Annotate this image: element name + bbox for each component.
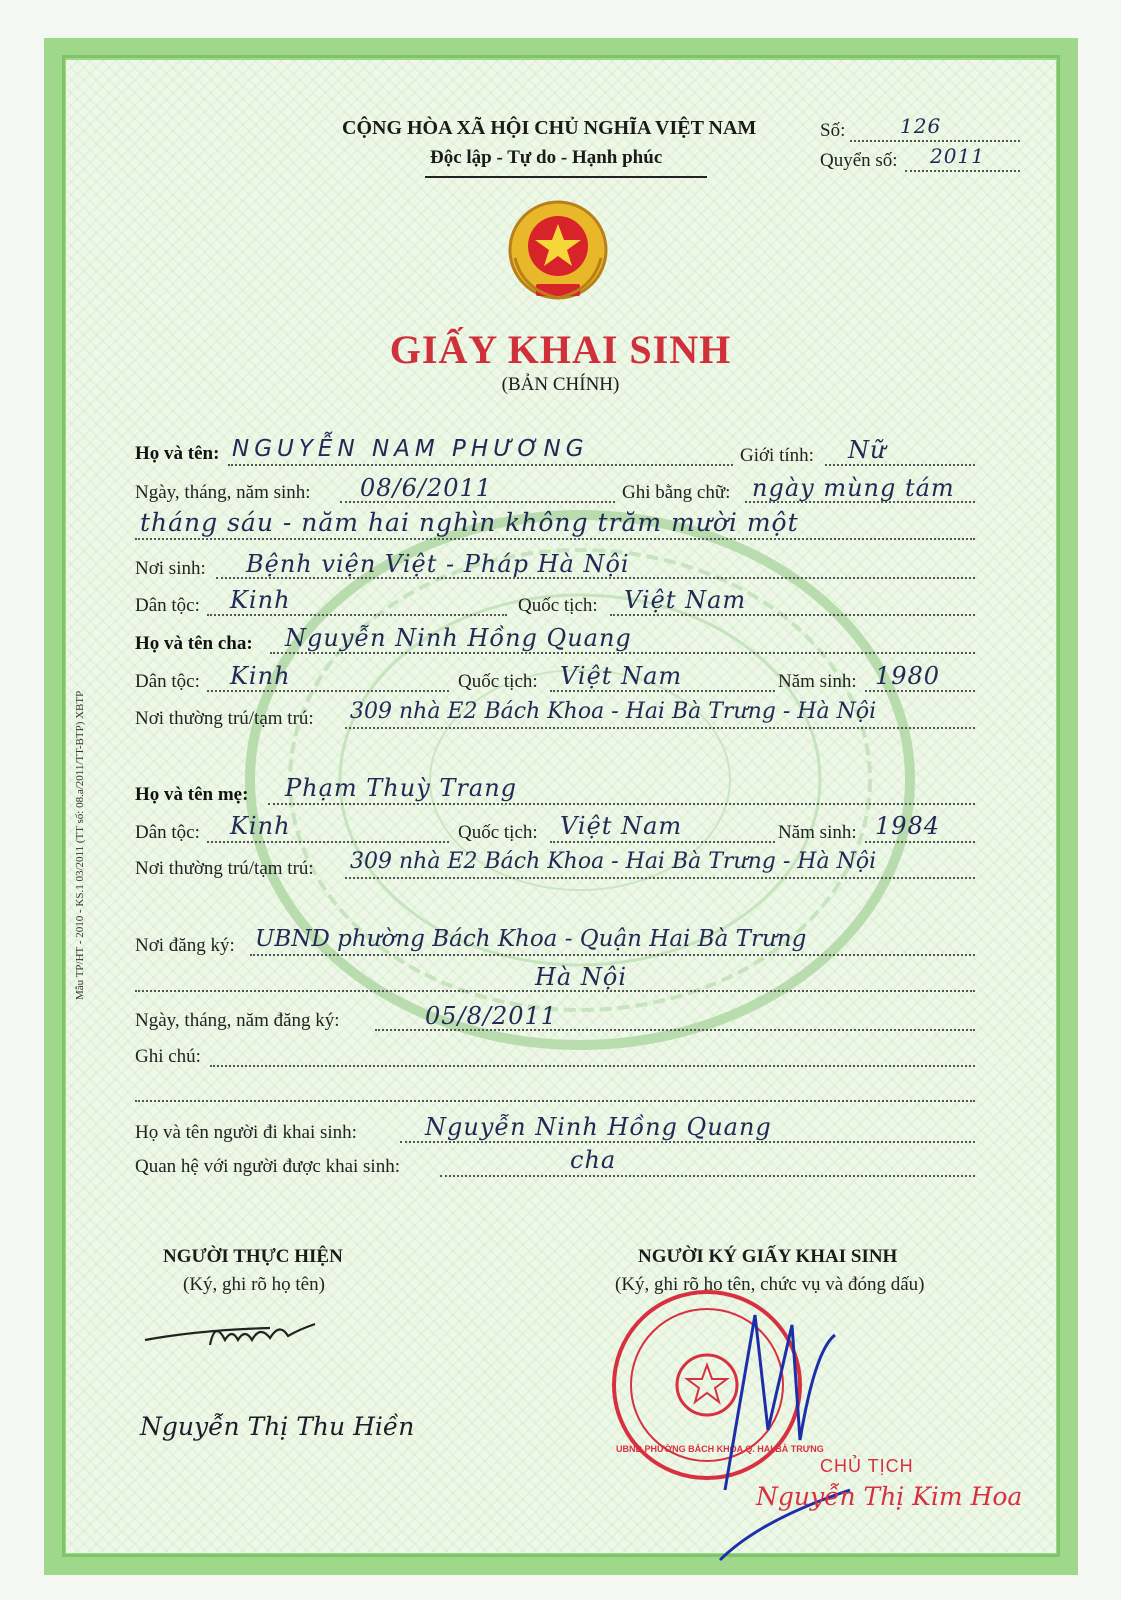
quyen-so-value: 2011 xyxy=(930,144,985,168)
note-label: Ghi chú: xyxy=(135,1046,201,1067)
registration-date-value: 05/8/2011 xyxy=(425,1002,558,1030)
father-residence-line xyxy=(345,727,975,729)
signer-name: Nguyễn Thị Kim Hoa xyxy=(756,1482,1023,1511)
father-ethnicity-line xyxy=(207,690,449,692)
mother-nationality-line xyxy=(550,841,775,843)
form-code-vertical: Mẫu TP/HT - 2010 - KS.1 03/2011 (TT số: 08.a/2011/TT-BTP) XBTP xyxy=(74,690,86,1000)
gender-value: Nữ xyxy=(848,436,887,464)
dob-value: 08/6/2011 xyxy=(360,474,493,502)
note-line xyxy=(210,1065,975,1067)
birthplace-label: Nơi sinh: xyxy=(135,558,206,579)
father-birth-year-line xyxy=(865,690,975,692)
relation-line xyxy=(440,1175,975,1177)
mother-name-value: Phạm Thuỳ Trang xyxy=(285,774,518,802)
performer-title: NGƯỜI THỰC HIỆN xyxy=(163,1246,343,1267)
father-ethnicity-label: Dân tộc: xyxy=(135,671,200,692)
quyen-so-label: Quyển số: xyxy=(820,150,898,171)
father-birth-year-label: Năm sinh: xyxy=(778,671,857,692)
registration-date-label: Ngày, tháng, năm đăng ký: xyxy=(135,1010,340,1031)
performer-name: Nguyễn Thị Thu Hiền xyxy=(140,1412,415,1441)
mother-residence-line xyxy=(345,877,975,879)
quyen-so-line xyxy=(905,170,1020,172)
father-nationality-value: Việt Nam xyxy=(560,662,683,690)
national-emblem-icon xyxy=(503,198,613,306)
mother-ethnicity-line xyxy=(207,841,449,843)
relation-label: Quan hệ với người được khai sinh: xyxy=(135,1156,400,1177)
signer-title: NGƯỜI KÝ GIẤY KHAI SINH xyxy=(638,1246,898,1267)
child-name-label: Họ và tên: xyxy=(135,443,220,464)
stamp-text: UBND PHƯỜNG BÁCH KHOA Q. HAI BÀ TRƯNG xyxy=(616,1444,824,1454)
signer-position: CHỦ TỊCH xyxy=(820,1456,914,1476)
mother-residence-value: 309 nhà E2 Bách Khoa - Hai Bà Trưng - Hà Nội xyxy=(350,849,877,874)
dob-words-value-1: ngày mùng tám xyxy=(752,474,955,502)
note-line-2 xyxy=(135,1100,975,1102)
gender-label: Giới tính: xyxy=(740,445,814,466)
declarant-value: Nguyễn Ninh Hồng Quang xyxy=(425,1113,772,1141)
father-nationality-line xyxy=(550,690,775,692)
so-line xyxy=(850,140,1020,142)
dob-words-value-2: tháng sáu - năm hai nghìn không trăm mười một xyxy=(140,508,799,537)
mother-name-label: Họ và tên mẹ: xyxy=(135,784,249,805)
motto-underline xyxy=(425,176,707,178)
registration-place-value-1: UBND phường Bách Khoa - Quận Hai Bà Trưng xyxy=(255,926,807,952)
father-ethnicity-value: Kinh xyxy=(230,662,291,690)
mother-nationality-value: Việt Nam xyxy=(560,812,683,840)
mother-nationality-label: Quốc tịch: xyxy=(458,822,538,843)
father-name-value: Nguyễn Ninh Hồng Quang xyxy=(285,624,632,652)
performer-signature xyxy=(140,1300,340,1360)
child-nationality-value: Việt Nam xyxy=(624,586,747,614)
child-ethnicity-value: Kinh xyxy=(230,586,291,614)
motto: Độc lập - Tự do - Hạnh phúc xyxy=(430,147,663,168)
registration-place-value-2: Hà Nội xyxy=(535,963,627,991)
so-label: Số: xyxy=(820,120,846,141)
child-nationality-line xyxy=(610,614,975,616)
father-residence-value: 309 nhà E2 Bách Khoa - Hai Bà Trưng - Hà Nội xyxy=(350,699,877,724)
mother-residence-label: Nơi thường trú/tạm trú: xyxy=(135,858,314,879)
so-value: 126 xyxy=(900,114,942,138)
relation-value: cha xyxy=(570,1146,617,1174)
child-ethnicity-label: Dân tộc: xyxy=(135,595,200,616)
child-name-line xyxy=(228,464,733,466)
dob-words-label: Ghi bằng chữ: xyxy=(622,482,731,503)
document-subtitle: (BẢN CHÍNH) xyxy=(501,374,620,395)
father-name-label: Họ và tên cha: xyxy=(135,633,253,654)
document-title: GIẤY KHAI SINH xyxy=(389,327,732,372)
registration-place-label: Nơi đăng ký: xyxy=(135,935,235,956)
declarant-line xyxy=(400,1141,975,1143)
child-name-value: NGUYỄN NAM PHƯƠNG xyxy=(232,436,589,462)
mother-ethnicity-label: Dân tộc: xyxy=(135,822,200,843)
registration-place-line xyxy=(250,954,975,956)
child-nationality-label: Quốc tịch: xyxy=(518,595,598,616)
child-ethnicity-line xyxy=(207,614,507,616)
signer-signature xyxy=(700,1290,860,1570)
mother-birth-year-line xyxy=(865,841,975,843)
performer-hint: (Ký, ghi rõ họ tên) xyxy=(183,1274,325,1295)
father-name-line xyxy=(270,652,975,654)
country-name: CỘNG HÒA XÃ HỘI CHỦ NGHĨA VIỆT NAM xyxy=(342,117,757,139)
father-birth-year-value: 1980 xyxy=(875,662,941,690)
dob-words-line-2 xyxy=(135,538,975,540)
gender-line xyxy=(825,464,975,466)
father-residence-label: Nơi thường trú/tạm trú: xyxy=(135,708,314,729)
mother-ethnicity-value: Kinh xyxy=(230,812,291,840)
birthplace-value: Bệnh viện Việt - Pháp Hà Nội xyxy=(246,550,630,578)
mother-birth-year-value: 1984 xyxy=(875,812,941,840)
mother-birth-year-label: Năm sinh: xyxy=(778,822,857,843)
declarant-label: Họ và tên người đi khai sinh: xyxy=(135,1122,357,1143)
mother-name-line xyxy=(268,803,975,805)
signer-hint: (Ký, ghi rõ họ tên, chức vụ và đóng dấu) xyxy=(615,1274,925,1295)
father-nationality-label: Quốc tịch: xyxy=(458,671,538,692)
dob-label: Ngày, tháng, năm sinh: xyxy=(135,482,311,503)
